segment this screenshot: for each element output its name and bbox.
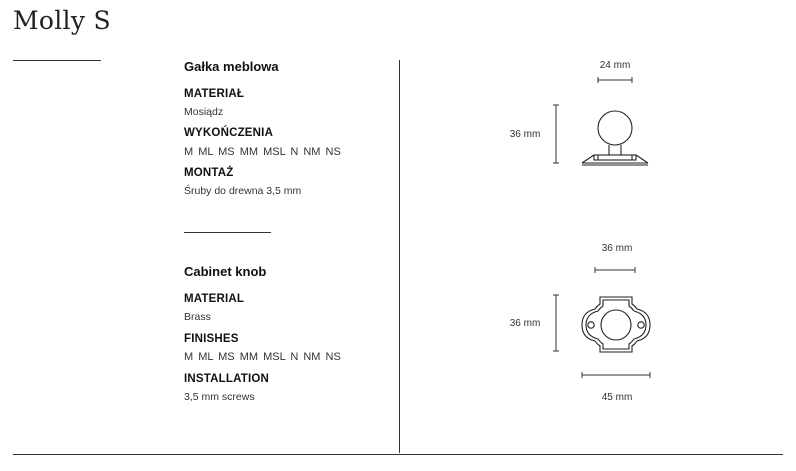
polish-installation-label: MONTAŻ	[184, 167, 234, 179]
polish-finishes-value: M ML MS MM MSL N NM NS	[184, 146, 341, 158]
product-title: Molly S	[13, 6, 111, 35]
side-height-dimension-line	[553, 105, 559, 163]
side-width-dimension-line	[598, 77, 632, 83]
english-material-value: Brass	[184, 311, 211, 323]
english-installation-label: INSTALLATION	[184, 373, 270, 385]
front-height-dimension-line	[553, 295, 559, 351]
english-installation-value: 3,5 mm screws	[184, 391, 255, 403]
polish-installation-value: Śruby do drewna 3,5 mm	[184, 185, 302, 197]
front-height-label: 36 mm	[509, 318, 541, 329]
polish-material-label: MATERIAŁ	[184, 88, 245, 100]
base-width-dimension-line	[582, 372, 650, 378]
polish-heading: Gałka meblowa	[184, 59, 279, 74]
front-width-dimension-line	[595, 267, 635, 273]
front-width-label: 36 mm	[601, 243, 633, 254]
side-height-label: 36 mm	[509, 129, 541, 140]
english-finishes-value: M ML MS MM MSL N NM NS	[184, 351, 341, 363]
english-heading: Cabinet knob	[184, 264, 267, 279]
base-width-label: 45 mm	[601, 392, 633, 403]
english-material-label: MATERIAL	[184, 293, 245, 305]
side-width-label: 24 mm	[599, 60, 631, 71]
english-finishes-label: FINISHES	[184, 333, 239, 345]
knob-side-view	[582, 111, 648, 165]
polish-finishes-label: WYKOŃCZENIA	[184, 127, 274, 139]
polish-material-value: Mosiądz	[184, 106, 224, 118]
knob-front-view	[582, 297, 650, 352]
